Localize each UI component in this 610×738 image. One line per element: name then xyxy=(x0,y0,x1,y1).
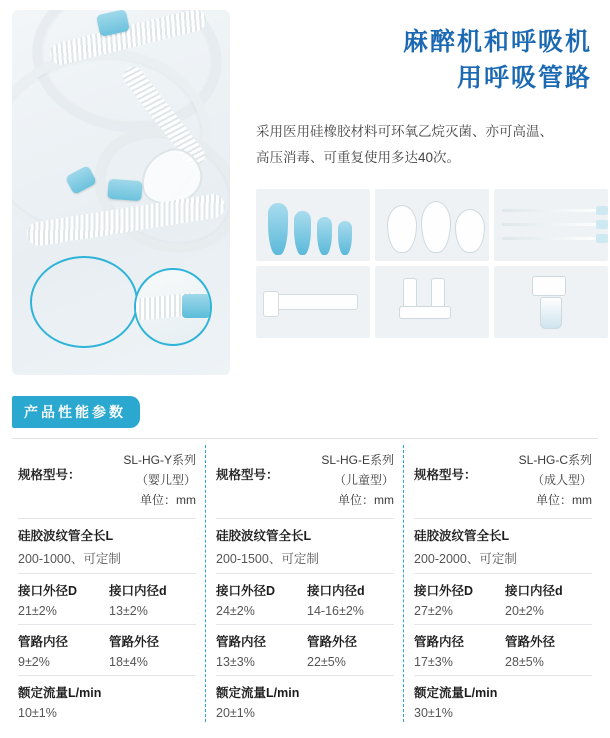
model-name: SL-HG-C系列 xyxy=(518,453,592,467)
spec-row-tube-diameter xyxy=(216,625,394,675)
spec-value: 24±2% xyxy=(216,604,255,619)
spec-value: 20±1% xyxy=(216,706,255,721)
hero-text-column xyxy=(230,10,608,380)
spec-value: 200-1000、可定制 xyxy=(18,552,121,567)
hero-subtitle xyxy=(256,119,608,172)
model-values xyxy=(123,451,196,510)
spec-value: 200-2000、可定制 xyxy=(414,552,517,567)
spec-row-length xyxy=(18,519,196,573)
thumb-extension-connector[interactable] xyxy=(256,266,370,338)
spec-value: 17±3% xyxy=(414,655,453,670)
breathing-bag-icon xyxy=(294,211,311,255)
spec-subcell-right xyxy=(109,632,196,669)
spec-value: 28±5% xyxy=(505,655,544,670)
spec-column-adult xyxy=(408,441,598,726)
spec-column-infant xyxy=(12,441,202,726)
spec-row-port-diameter xyxy=(414,574,592,624)
spec-value: 18±4% xyxy=(109,655,148,670)
column-divider xyxy=(205,445,206,722)
title-line-1: 麻醉机和呼吸机 xyxy=(402,28,592,56)
spec-title: 硅胶波纹管全长L xyxy=(414,529,510,544)
spec-title: 接口内径d xyxy=(505,584,563,599)
spec-title: 管路外径 xyxy=(307,635,358,650)
subtitle-line-1: 采用医用硅橡胶材料可环氧乙烷灭菌、亦可高温、 xyxy=(256,123,553,139)
model-type: （成人型） xyxy=(531,472,592,487)
spec-subcell-right xyxy=(505,581,592,618)
spec-title: 额定流量L/min xyxy=(216,686,300,701)
spec-subcell-left xyxy=(18,581,109,618)
model-values xyxy=(321,451,394,510)
zoom-blue-connector xyxy=(182,294,210,318)
model-unit: 单位：mm xyxy=(140,492,196,507)
y-piece-base-icon xyxy=(399,306,451,319)
water-trap-icon xyxy=(532,276,566,296)
spec-title: 管路内径 xyxy=(414,635,465,650)
mask-icon xyxy=(421,201,451,253)
connector-icon xyxy=(272,294,358,310)
spec-value: 27±2% xyxy=(414,604,453,619)
spec-value: 22±5% xyxy=(307,655,346,670)
spec-title: 接口外径D xyxy=(18,584,78,599)
model-name: SL-HG-Y系列 xyxy=(123,453,196,467)
zoom-detail-circle xyxy=(134,268,212,346)
spec-title: 额定流量L/min xyxy=(414,686,498,701)
thumb-suction-catheters[interactable] xyxy=(494,189,608,261)
product-thumbnail-grid xyxy=(256,189,608,338)
model-row xyxy=(216,451,394,518)
catheter-icon xyxy=(502,209,602,212)
spec-subcell-right xyxy=(307,632,394,669)
spec-subcell-left xyxy=(414,632,505,669)
spec-row-flow xyxy=(414,676,592,726)
model-unit: 单位：mm xyxy=(536,492,592,507)
spec-value: 200-1500、可定制 xyxy=(216,552,319,567)
spec-title: 额定流量L/min xyxy=(18,686,102,701)
model-type: （儿童型） xyxy=(333,472,394,487)
spec-value: 14-16±2% xyxy=(307,604,364,619)
spec-row-length xyxy=(414,519,592,573)
spec-value: 10±1% xyxy=(18,706,57,721)
model-values xyxy=(519,451,592,510)
catheter-icon xyxy=(502,223,602,226)
model-row xyxy=(414,451,592,518)
spec-row-port-diameter xyxy=(216,574,394,624)
blue-connector-3 xyxy=(107,179,142,201)
thumb-breathing-bags[interactable] xyxy=(256,189,370,261)
mask-icon xyxy=(455,209,485,253)
spec-column-child xyxy=(210,441,400,726)
spec-row-port-diameter xyxy=(18,574,196,624)
breathing-bag-icon xyxy=(338,221,352,255)
zoom-ring-outline xyxy=(30,256,138,348)
y-piece-icon xyxy=(431,278,445,308)
spec-row-tube-diameter xyxy=(18,625,196,675)
thumb-anesthesia-masks[interactable] xyxy=(375,189,489,261)
params-section-title: 产品性能参数 xyxy=(12,396,140,428)
spec-title: 管路内径 xyxy=(216,635,267,650)
spec-subcell-right xyxy=(109,581,196,618)
thumb-water-trap[interactable] xyxy=(494,266,608,338)
spec-subcell-left xyxy=(414,581,505,618)
spec-value: 30±1% xyxy=(414,706,453,721)
spec-value: 13±2% xyxy=(109,604,148,619)
spec-row-length xyxy=(216,519,394,573)
model-unit: 单位：mm xyxy=(338,492,394,507)
spec-subcell-right xyxy=(307,581,394,618)
spec-title: 管路外径 xyxy=(109,635,160,650)
breathing-bag-icon xyxy=(317,217,332,255)
spec-row-flow xyxy=(216,676,394,726)
params-section xyxy=(0,380,610,726)
spec-table xyxy=(12,439,598,726)
spec-subcell-left xyxy=(216,581,307,618)
page-title xyxy=(256,24,608,97)
model-type: （婴儿型） xyxy=(135,472,196,487)
breathing-circuit-photo xyxy=(12,10,230,375)
model-name: SL-HG-E系列 xyxy=(321,453,394,467)
spec-title: 接口内径d xyxy=(307,584,365,599)
spec-value: 21±2% xyxy=(18,604,57,619)
mask-icon xyxy=(387,205,417,253)
spec-value: 20±2% xyxy=(505,604,544,619)
model-label: 规格型号： xyxy=(414,468,477,482)
title-line-2: 用呼吸管路 xyxy=(456,64,592,93)
model-label: 规格型号： xyxy=(216,468,279,482)
spec-title: 接口外径D xyxy=(216,584,276,599)
spec-value: 13±3% xyxy=(216,655,255,670)
spec-subcell-left xyxy=(18,632,109,669)
spec-row-flow xyxy=(18,676,196,726)
spec-title: 硅胶波纹管全长L xyxy=(18,529,114,544)
thumb-y-piece[interactable] xyxy=(375,266,489,338)
breathing-bag-icon xyxy=(268,203,288,255)
spec-subcell-left xyxy=(216,632,307,669)
spec-title: 接口内径d xyxy=(109,584,167,599)
subtitle-line-2: 高压消毒、可重复使用多达40次。 xyxy=(256,149,461,165)
spec-title: 管路外径 xyxy=(505,635,556,650)
spec-title: 硅胶波纹管全长L xyxy=(216,529,312,544)
column-divider xyxy=(403,445,404,722)
spec-title: 接口外径D xyxy=(414,584,474,599)
spec-value: 9±2% xyxy=(18,655,50,670)
model-label: 规格型号： xyxy=(18,468,81,482)
spec-row-tube-diameter xyxy=(414,625,592,675)
spec-title: 管路内径 xyxy=(18,635,69,650)
model-row xyxy=(18,451,196,518)
spec-subcell-right xyxy=(505,632,592,669)
y-piece-icon xyxy=(403,278,417,308)
catheter-icon xyxy=(502,237,602,240)
